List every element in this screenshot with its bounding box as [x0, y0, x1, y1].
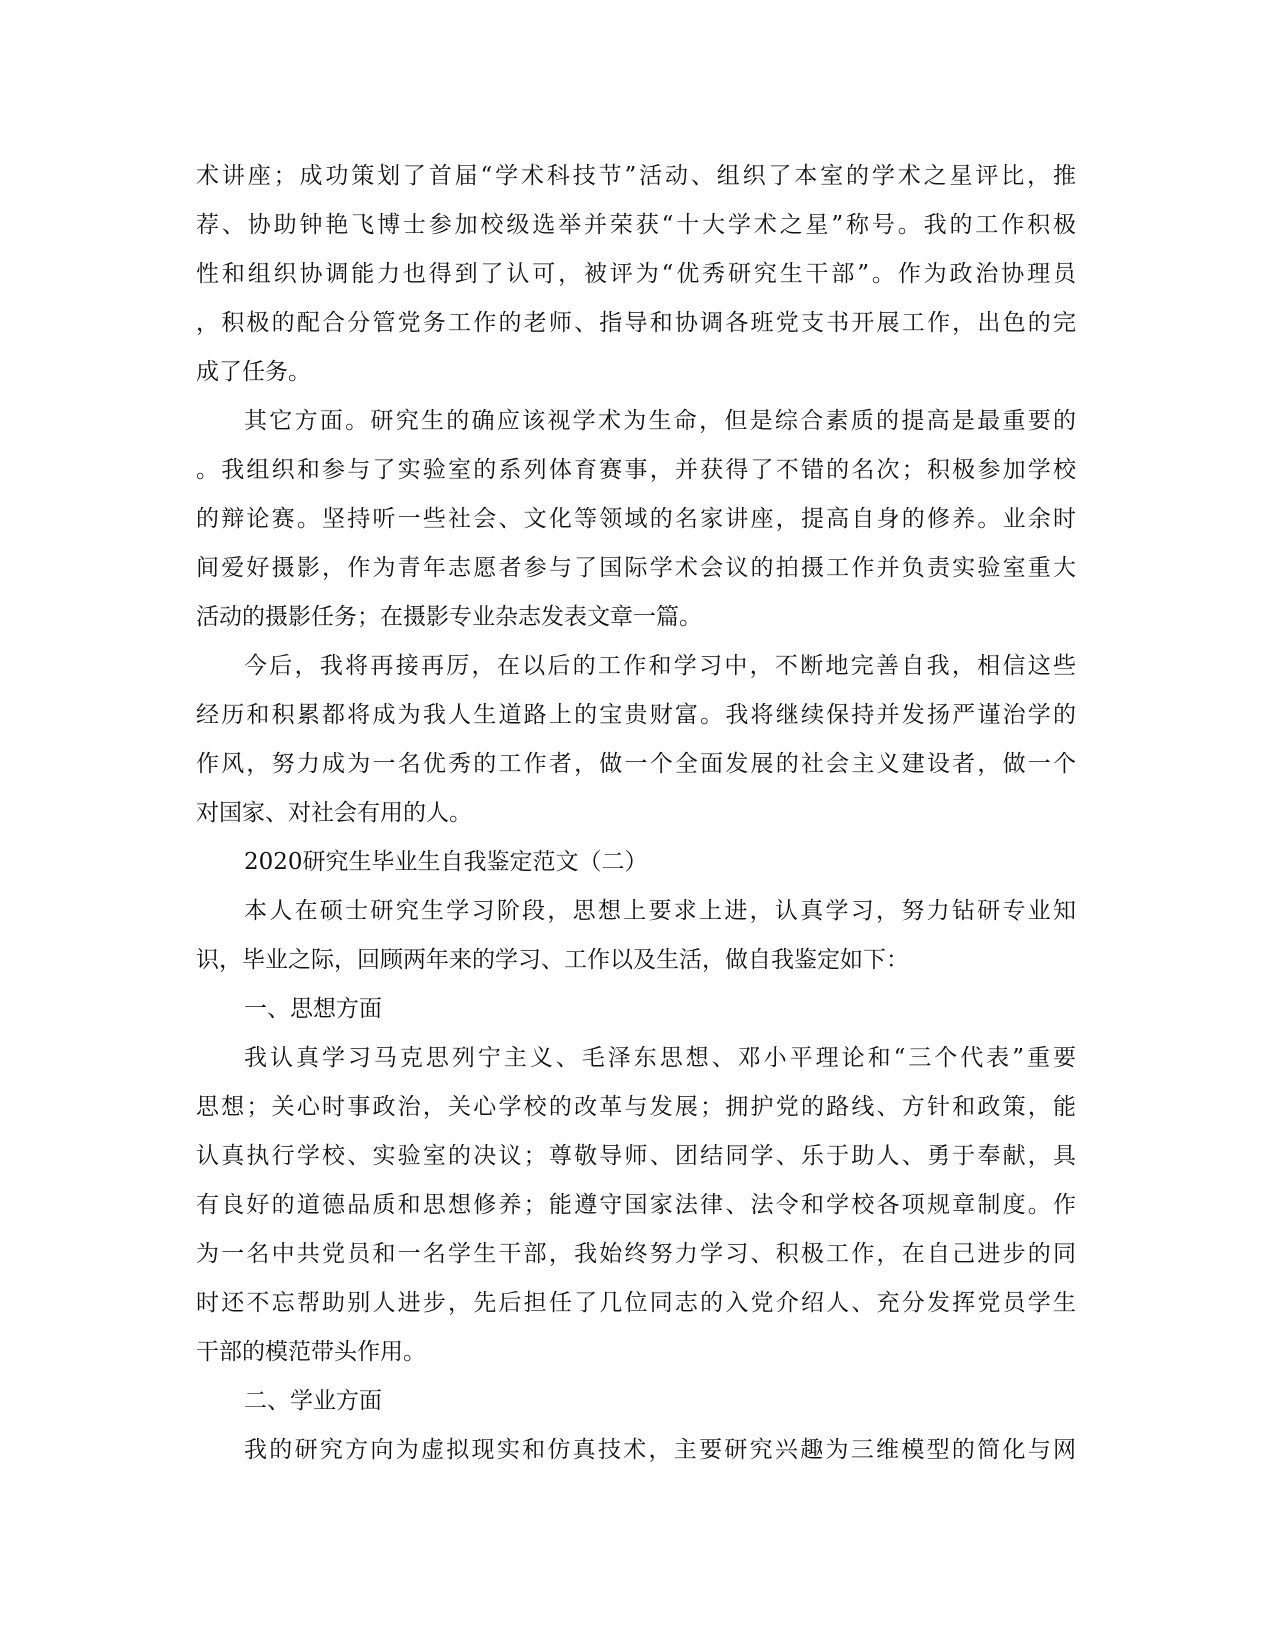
text-line: 二、学业方面 [244, 1388, 382, 1414]
text-line: 作风，努力成为一名优秀的工作者，做一个全面发展的社会主义建设者，做一个 [196, 751, 1076, 777]
paragraph [196, 642, 1076, 838]
paragraph [196, 397, 1076, 642]
text-line: 经历和积累都将成为我人生道路上的宝贵财富。我将继续保持并发扬严谨治学的 [196, 702, 1076, 728]
paragraph [196, 1034, 1076, 1377]
text-line: 成了任务。 [196, 359, 311, 385]
text-line: 其它方面。研究生的确应该视学术为生命，但是综合素质的提高是最重要的 [244, 408, 1076, 434]
text-line: 的辩论赛。坚持听一些社会、文化等领域的名家讲座，提高自身的修养。业余时 [196, 506, 1076, 532]
text-line: 为一名中共党员和一名学生干部，我始终努力学习、积极工作，在自己进步的同 [196, 1241, 1076, 1267]
text-line: 我的研究方向为虚拟现实和仿真技术，主要研究兴趣为三维模型的简化与网 [244, 1437, 1076, 1463]
text-line: ，积极的配合分管党务工作的老师、指导和协调各班党支书开展工作，出色的完 [196, 310, 1076, 336]
text-line: 识，毕业之际，回顾两年来的学习、工作以及生活，做自我鉴定如下： [196, 947, 909, 973]
paragraph [196, 1426, 1076, 1475]
document-body [196, 152, 1076, 1475]
text-line: 我认真学习马克思列宁主义、毛泽东思想、邓小平理论和“三个代表”重要 [244, 1045, 1076, 1071]
text-line: 认真执行学校、实验室的决议；尊敬导师、团结同学、乐于助人、勇于奉献，具 [196, 1143, 1076, 1169]
text-line: 活动的摄影任务；在摄影专业杂志发表文章一篇。 [196, 604, 702, 630]
text-line: 。我组织和参与了实验室的系列体育赛事，并获得了不错的名次；积极参加学校 [196, 457, 1076, 483]
text-line: 术讲座；成功策划了首届“学术科技节”活动、组织了本室的学术之星评比，推 [196, 163, 1076, 189]
text-line: 性和组织协调能力也得到了认可，被评为“优秀研究生干部”。作为政治协理员 [196, 261, 1076, 287]
text-line: 对国家、对社会有用的人。 [196, 800, 472, 826]
text-line: 间爱好摄影，作为青年志愿者参与了国际学术会议的拍摄工作并负责实验室重大 [196, 555, 1076, 581]
section-subheading [196, 1377, 1076, 1426]
section-heading [196, 838, 1076, 887]
paragraph [196, 887, 1076, 985]
text-line: 荐、协助钟艳飞博士参加校级选举并荣获“十大学术之星”称号。我的工作积极 [196, 212, 1076, 238]
section-subheading [196, 985, 1076, 1034]
text-line: 有良好的道德品质和思想修养；能遵守国家法律、法令和学校各项规章制度。作 [196, 1192, 1076, 1218]
text-line: 干部的模范带头作用。 [196, 1339, 426, 1365]
text-line: 思想；关心时事政治，关心学校的改革与发展；拥护党的路线、方针和政策，能 [196, 1094, 1076, 1120]
paragraph [196, 152, 1076, 397]
text-line: 今后，我将再接再厉，在以后的工作和学习中，不断地完善自我，相信这些 [244, 653, 1076, 679]
text-line: 一、思想方面 [244, 996, 382, 1022]
text-line: 本人在硕士研究生学习阶段，思想上要求上进，认真学习，努力钻研专业知 [244, 898, 1076, 924]
text-line: 时还不忘帮助别人进步，先后担任了几位同志的入党介绍人、充分发挥党员学生 [196, 1290, 1076, 1316]
text-line: 2020研究生毕业生自我鉴定范文（二） [244, 849, 648, 875]
